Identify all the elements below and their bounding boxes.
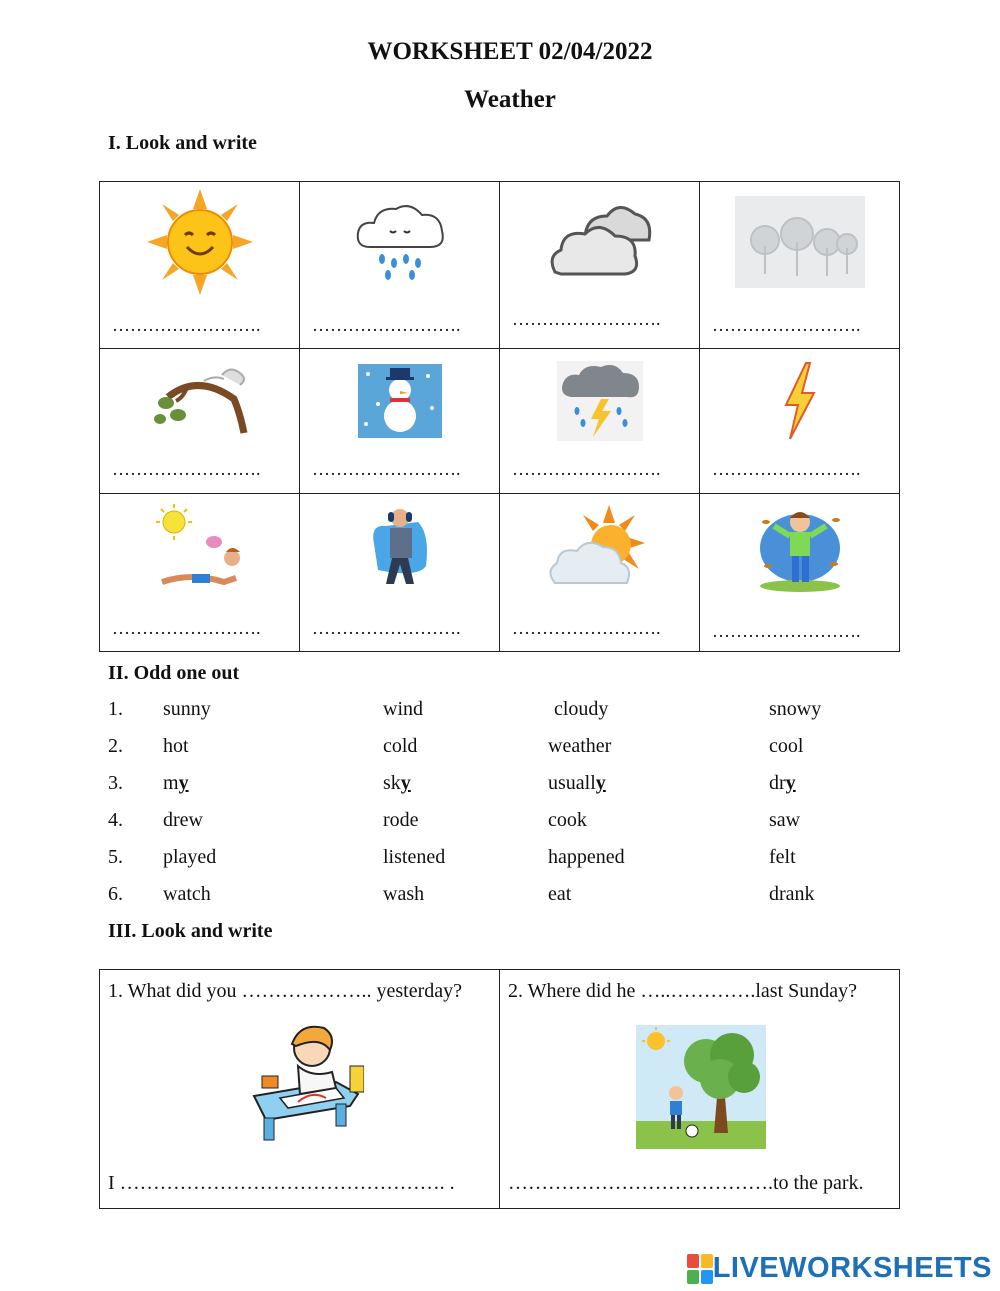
worksheet-subtitle: Weather [464,86,556,113]
word-option[interactable]: hot [163,735,189,757]
word-option[interactable] [769,772,796,795]
word-option[interactable]: drank [769,883,815,905]
answer-blank[interactable]: ……………………. [512,309,661,329]
cloudy-icon [500,188,699,296]
grid-cell [100,349,300,494]
word-option[interactable]: felt [769,846,796,868]
word-option[interactable]: watch [163,883,211,905]
answer-blank[interactable]: ……………………. [712,315,861,335]
picture-grid [99,181,900,652]
section-heading-look-and-write: I. Look and write [108,132,257,154]
grid-cell [500,349,700,494]
storm-cloud-icon [500,355,699,447]
word-option[interactable]: weather [548,735,612,757]
question-1-text: 1. What did you ……………….. yesterday? [108,980,463,1002]
answer-blank[interactable]: ……………………. [112,315,261,335]
word-option[interactable]: cool [769,735,804,757]
word-option[interactable]: wind [383,698,423,720]
boy-drawing-icon [240,1022,364,1152]
word-option[interactable]: saw [769,809,801,831]
grid-cell [700,349,900,494]
word-option[interactable]: drew [163,809,203,831]
answer-blank[interactable]: ……………………. [312,618,461,638]
word-option[interactable]: played [163,846,217,868]
item-number: 2. [108,735,123,757]
sun-cloud-icon [500,500,699,596]
windy-tree-icon [100,355,299,447]
cold-person-icon [300,500,499,596]
question-2-text: 2. Where did he …..………….last Sunday? [508,980,858,1002]
word-option[interactable] [163,772,189,795]
answer-blank[interactable]: ……………………. [712,459,861,479]
grid-cell [300,349,500,494]
word-option[interactable]: cook [548,809,587,831]
underlined-letter: y [400,772,411,794]
word-option[interactable]: rode [383,809,419,831]
question-cell-2 [500,970,900,1209]
grid-cell [100,494,300,652]
autumn-boy-icon [700,500,899,596]
sun-icon [100,188,299,296]
foggy-trees-icon [700,188,899,296]
answer-line-1[interactable]: I …………………………………………. . [108,1172,455,1194]
word-stem: dr [769,772,786,794]
word-option[interactable]: happened [548,846,625,868]
grid-cell [300,182,500,349]
answer-blank[interactable]: ……………………. [312,315,461,335]
section-heading-look-and-write-2: III. Look and write [108,920,273,942]
grid-cell [500,182,700,349]
question-table [99,969,900,1209]
answer-blank[interactable]: ……………………. [112,459,261,479]
question-cell-1 [100,970,500,1209]
underlined-letter: y [178,772,189,794]
item-number: 3. [108,772,123,794]
word-option[interactable]: snowy [769,698,822,720]
word-option[interactable]: listened [383,846,446,868]
item-number: 1. [108,698,123,720]
word-option[interactable] [383,772,411,795]
grid-cell [500,494,700,652]
underlined-letter: y [785,772,796,794]
grid-cell [100,182,300,349]
liveworksheets-logo-icon [687,1254,713,1284]
word-option[interactable] [548,772,606,795]
boy-park-icon [636,1025,766,1155]
answer-blank[interactable]: ……………………. [512,459,661,479]
word-option[interactable]: sunny [163,698,211,720]
item-number: 4. [108,809,123,831]
answer-line-2[interactable]: ………………………………….to the park. [508,1172,864,1194]
answer-blank[interactable]: ……………………. [112,618,261,638]
grid-cell [300,494,500,652]
word-stem: usuall [548,772,596,794]
hot-sun-icon [100,500,299,596]
word-option[interactable]: cold [383,735,418,757]
liveworksheets-brand-text: LIVEWORKSHEETS [712,1252,992,1284]
rain-cloud-icon [300,188,499,296]
word-option[interactable]: eat [548,883,572,905]
item-number: 5. [108,846,123,868]
grid-cell [700,182,900,349]
answer-blank[interactable]: ……………………. [512,618,661,638]
snowman-icon [300,355,499,447]
underlined-letter: y [595,772,606,794]
worksheet-title: WORKSHEET 02/04/2022 [367,38,653,65]
section-heading-odd-one-out: II. Odd one out [108,662,240,684]
answer-blank[interactable]: ……………………. [712,621,861,641]
liveworksheets-logo [687,1252,992,1285]
grid-cell [700,494,900,652]
word-option[interactable]: cloudy [554,698,609,720]
word-stem: m [163,772,179,794]
answer-blank[interactable]: ……………………. [312,459,461,479]
lightning-icon [700,355,899,447]
word-option[interactable]: wash [383,883,425,905]
word-stem: sk [383,772,401,794]
item-number: 6. [108,883,123,905]
